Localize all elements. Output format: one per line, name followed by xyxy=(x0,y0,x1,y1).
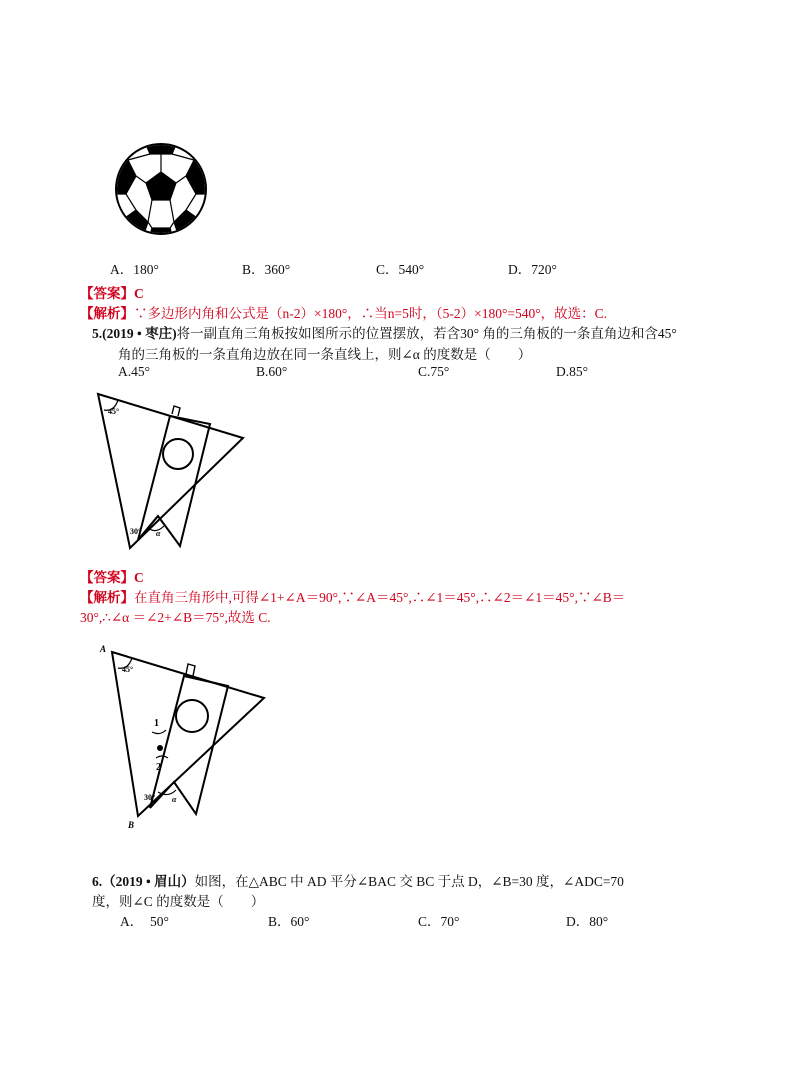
answer-tag: 【答案】 xyxy=(80,570,134,585)
fig2-label-2: 2 xyxy=(156,762,161,773)
fig2-label-a: A xyxy=(100,644,107,654)
analysis-text: ∵多边形内角和公式是（n-2）×180°，∴当n=5时，（5-2）×180°=540°，故选：C. xyxy=(134,306,608,321)
fig1-label-alpha: α xyxy=(156,529,161,538)
answer-tag: 【答案】 xyxy=(80,286,134,301)
analysis-tag: 【解析】 xyxy=(80,590,134,605)
q6-choice-b: B．60° xyxy=(268,914,310,929)
fig2-label-45: 45° xyxy=(122,665,134,674)
q5-analysis-line1 xyxy=(80,586,625,606)
q4-choice-b: B．360° xyxy=(242,262,291,277)
q6-source: （2019 • 眉山） xyxy=(102,874,195,889)
q5-stem-line2: 角的三角板的一条直角边放在同一条直线上，则∠α 的度数是（ ） xyxy=(118,347,532,362)
q6-stem-line2: 度，则∠C 的度数是（ ） xyxy=(92,894,265,909)
q6-choice-a: A． 50° xyxy=(120,914,169,929)
q4-choice-d: D．720° xyxy=(508,262,557,277)
q5-stem-text: 将一副直角三角板按如图所示的位置摆放，若含30° 角的三角板的一条直角边和含45° xyxy=(176,326,677,341)
q6-number: 6. xyxy=(92,874,103,889)
answer-value: C xyxy=(134,570,144,585)
fig2-label-b: B xyxy=(128,820,135,830)
fig1-label-45: 45° xyxy=(108,407,120,416)
q6-stem-text: 如图，在△ABC 中 AD 平分∠BAC 交 BC 于点 D，∠B=30 度，∠ADC=70 xyxy=(194,874,624,889)
analysis-text: 在直角三角形中,可得∠1+∠A＝90°,∵∠A＝45°,∴∠1＝45°,∴∠2＝∠1＝45°,∵∠B＝ xyxy=(134,590,626,605)
q6-choice-c: C．70° xyxy=(418,914,460,929)
answer-value: C xyxy=(134,286,144,301)
q4-answer-line xyxy=(80,282,144,302)
fig1-label-30: 30° xyxy=(130,527,142,536)
triangle-figure-1 xyxy=(90,388,250,552)
analysis-tag: 【解析】 xyxy=(80,306,134,321)
q5-choice-b: B.60° xyxy=(256,364,288,379)
fig2-label-30: 30° xyxy=(144,793,156,802)
q4-choice-a: A．180° xyxy=(110,262,159,277)
soccer-ball-image xyxy=(114,142,208,236)
q6-stem-line1 xyxy=(92,870,624,890)
q4-analysis-line xyxy=(80,302,607,322)
q5-choice-c: C.75° xyxy=(418,364,450,379)
q5-analysis-line2: 30°,∴∠α ＝∠2+∠B＝75°,故选 C. xyxy=(80,610,271,625)
q5-source: (2019 • 枣庄) xyxy=(102,326,177,341)
q5-answer-line xyxy=(80,566,144,586)
fig2-label-alpha: α xyxy=(172,795,177,804)
fig2-label-1: 1 xyxy=(154,718,159,729)
q4-choice-c: C．540° xyxy=(376,262,425,277)
q5-stem-line1 xyxy=(92,322,677,342)
q5-choice-a: A.45° xyxy=(118,364,151,379)
q5-number: 5. xyxy=(92,326,103,341)
triangle-figure-2 xyxy=(92,640,272,836)
q6-choice-d: D．80° xyxy=(566,914,609,929)
q5-choice-d: D.85° xyxy=(556,364,589,379)
